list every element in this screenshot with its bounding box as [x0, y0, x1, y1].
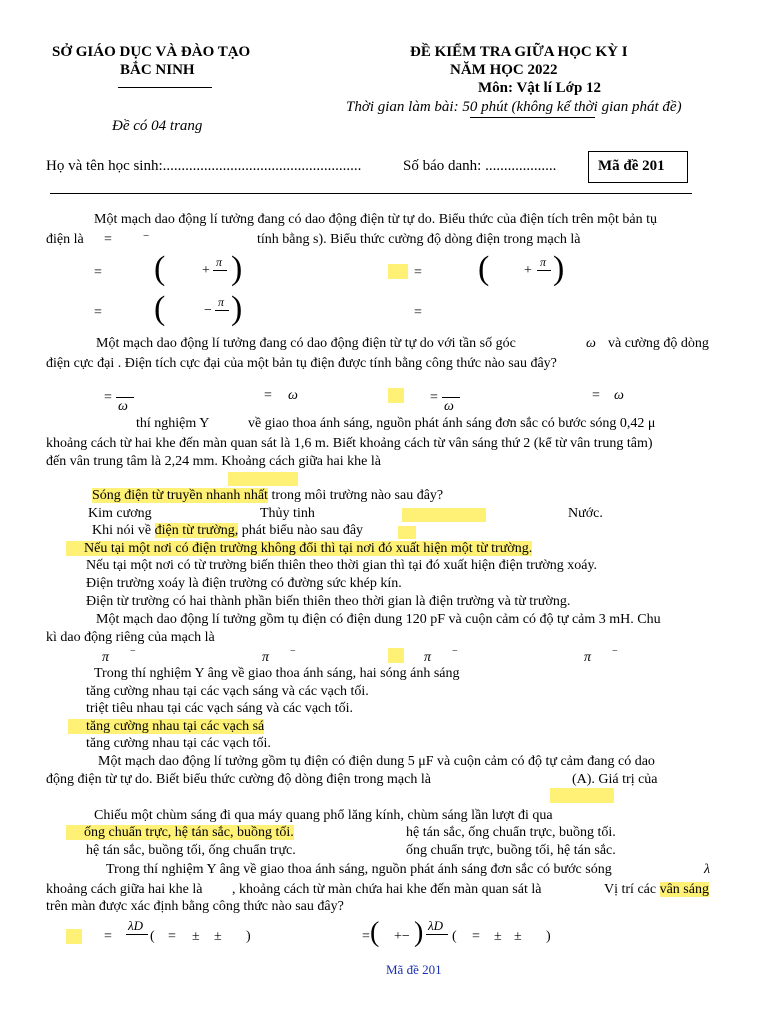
header-separator — [50, 193, 692, 194]
q7-option-d: tăng cường nhau tại các vạch tối. — [86, 736, 271, 751]
q2-answer-marker — [388, 388, 404, 403]
q3-line1-end: về giao thoa ánh sáng, nguồn phát ánh sáng đơn sắc có bước sóng 0,42 μ — [248, 416, 656, 431]
q1-option-b-pi: π — [540, 255, 547, 269]
q1-option-b-fracbar — [537, 270, 551, 271]
q2-option-d-eq: = — [592, 388, 600, 403]
q5-option-a — [66, 541, 532, 557]
q5-stem-start: Khi nói về — [92, 523, 152, 538]
student-name-field: Họ và tên học sinh:..................................................... — [46, 158, 362, 174]
q10-line2-end-text: Vị trí các — [604, 882, 657, 897]
q6-option-d-exp: − — [612, 646, 618, 657]
q10-option-b-lparen2: ( — [452, 929, 457, 944]
q1-option-a-rparen: ) — [231, 250, 243, 287]
q6-option-a-pi: π — [102, 650, 110, 665]
q10-option-a-pm2: ± — [214, 929, 222, 944]
q6-option-c-pi: π — [424, 650, 432, 665]
q9-option-a-text: ống chuẩn trực, hệ tán sắc, buồng tối. — [66, 825, 294, 840]
q10-option-b-fracbar — [426, 934, 448, 935]
q6-answer-marker — [388, 648, 404, 663]
q10-option-b-pm1: ± — [494, 929, 502, 944]
q1-option-c-rparen: ) — [231, 290, 243, 327]
q4-stem-highlight: Sóng điện từ truyền nhanh nhất — [92, 488, 268, 503]
exam-title: ĐỀ KIỂM TRA GIỮA HỌC KỲ I — [410, 44, 628, 60]
q10-line2-start: khoảng cách giữa hai khe là — [46, 882, 203, 897]
q1-option-b-eq: = — [414, 265, 422, 280]
q2-line1-end: và cường độ dòng — [608, 336, 709, 351]
q10-option-b-lparen: ( — [370, 917, 380, 948]
q1-line2-end: tính bằng s). Biểu thức cường độ dòng điện trong mạch là — [257, 232, 581, 247]
q7-option-c — [68, 719, 264, 735]
q2-line1: Một mạch dao động lí tưởng đang có dao động điện từ tự do với tần số góc — [96, 336, 516, 351]
q1-option-b-lparen: ( — [478, 250, 490, 287]
q1-eq: = — [104, 232, 112, 247]
pages-note: Đề có 04 trang — [112, 118, 203, 134]
q8-answer-marker — [550, 788, 614, 803]
q4-answer-marker — [402, 508, 486, 522]
q6-option-d-pi: π — [584, 650, 592, 665]
q1-line2-start: điện là — [46, 232, 84, 247]
q10-line1: Trong thí nghiệm Y âng về giao thoa ánh sáng, nguồn phát ánh sáng đơn sắc có bước sóng — [106, 862, 612, 877]
q9-stem: Chiếu một chùm sáng đi qua máy quang phổ lăng kính, chùm sáng lần lượt đi qua — [94, 808, 553, 823]
province-name: BẮC NINH — [120, 62, 195, 78]
footer-exam-code: Mã đề 201 — [386, 962, 442, 977]
q6-line1: Một mạch dao động lí tưởng gồm tụ điện có điện dung 120 pF và cuộn cảm có độ tự cảm 3 mH. Chu — [96, 612, 661, 627]
q5-stem-end: phát biểu nào sau đây — [241, 523, 364, 538]
q8-line1: Một mạch dao động lí tưởng gồm tụ điện có điện dung 5 μF và cuộn cảm có độ tự cảm đang có dao — [98, 754, 655, 769]
q5-stem — [92, 523, 363, 539]
q1-option-a-lparen: ( — [154, 250, 166, 287]
q1-line1: Một mạch dao động lí tưởng đang có dao động điện từ tự do. Biểu thức của điện tích trên một bản tụ — [94, 212, 658, 227]
time-limit-value: : 50 phút (không kể thời gian phát đề) — [453, 99, 682, 115]
department-name: SỞ GIÁO DỤC VÀ ĐÀO TẠO — [52, 44, 251, 60]
q2-option-d-omega: ω — [614, 388, 624, 403]
q7-option-a: tăng cường nhau tại các vạch sáng và các vạch tối. — [86, 684, 369, 699]
q6-option-a-exp: − — [130, 646, 136, 657]
q10-option-b-eq2: = — [472, 929, 480, 944]
q1-option-c-fracbar — [215, 310, 229, 311]
q6-option-c-exp: − — [452, 646, 458, 657]
q1-option-a-pi: π — [216, 255, 223, 269]
q5-option-c: Điện trường xoáy là điện trường có đường sức khép kín. — [86, 576, 402, 591]
q10-option-b-pm2: ± — [514, 929, 522, 944]
q5-answer-marker — [398, 526, 416, 539]
exam-code: Mã đề 201 — [598, 158, 665, 174]
q10-option-a-lambda-d: λD — [128, 918, 144, 933]
q1-option-b-rparen: ) — [553, 250, 565, 287]
q9-option-d: ống chuẩn trực, buồng tối, hệ tán sắc. — [406, 843, 616, 858]
q5-option-d: Điện từ trường có hai thành phần biến thiên theo thời gian là điện trường và từ trường. — [86, 594, 571, 609]
time-limit — [346, 99, 682, 115]
q10-option-b-rparen: ) — [414, 917, 424, 948]
q1-option-c-lparen: ( — [154, 290, 166, 327]
q2-option-c-eq: = — [430, 390, 438, 405]
q10-option-b-eq: = — [362, 929, 370, 944]
time-limit-prefix: Thời gian làm bài — [346, 99, 454, 115]
q3-line3: đến vân trung tâm là 2,24 mm. Khoảng cách giữa hai khe là — [46, 454, 381, 469]
q8-line2-start: động điện từ tự do. Biết biểu thức cường độ dòng điện trong mạch là — [46, 772, 431, 787]
q10-option-a-pm1: ± — [192, 929, 200, 944]
q4-option-a: Kim cương — [88, 506, 152, 521]
q2-option-a-fracbar — [116, 397, 134, 398]
q1-option-b-plus: + — [524, 263, 532, 278]
q1-option-c-pi: π — [218, 295, 225, 309]
q3-line2: khoảng cách từ hai khe đến màn quan sát là 1,6 m. Biết khoảng cách từ vân sáng thứ 2 (kể từ vân trung tâm) — [46, 436, 653, 451]
header-underline — [118, 87, 212, 88]
q3-answer-marker — [228, 472, 298, 486]
q2-option-b-omega: ω — [288, 388, 298, 403]
q2-option-c-omega: ω — [444, 399, 454, 414]
q1-option-a-fracbar — [213, 270, 227, 271]
q10-option-a-eq2: = — [168, 929, 176, 944]
q1-option-a-eq: = — [94, 265, 102, 280]
q10-option-b-plusminus: +− — [394, 929, 410, 944]
q4-option-d: Nước. — [568, 506, 603, 521]
subject-line: Môn: Vật lí Lớp 12 — [478, 80, 602, 96]
q10-option-a-eq: = — [104, 929, 112, 944]
q10-option-a-lparen: ( — [150, 929, 155, 944]
q5-option-a-text: Nếu tại một nơi có điện trường không đổi thì tại nơi đó xuất hiện một từ trường. — [66, 541, 532, 556]
q2-option-a-omega: ω — [118, 399, 128, 414]
school-year: NĂM HỌC 2022 — [450, 62, 558, 78]
q10-line2-highlight: vân sáng — [659, 882, 709, 897]
q10-line2-mid: , khoảng cách từ màn chứa hai khe đến màn quan sát là — [232, 882, 542, 897]
q10-option-a-rparen: ) — [246, 929, 251, 944]
q2-option-b-eq: = — [264, 388, 272, 403]
q9-option-b: hệ tán sắc, ống chuẩn trực, buồng tối. — [406, 825, 616, 840]
q1-option-c-eq: = — [94, 305, 102, 320]
q7-option-b: triệt tiêu nhau tại các vạch sáng và các vạch tối. — [86, 701, 354, 716]
q5-option-b: Nếu tại một nơi có từ trường biến thiên theo thời gian thì tại đó xuất hiện điện trường xoáy. — [86, 558, 598, 573]
q4-stem — [92, 488, 443, 504]
time-underline — [470, 117, 595, 118]
q2-option-a-eq: = — [104, 390, 112, 405]
q1-answer-marker — [388, 264, 408, 279]
q4-stem-rest: trong môi trường nào sau đây? — [271, 488, 444, 503]
q2-omega: ω — [586, 336, 596, 351]
q10-answer-marker — [66, 929, 82, 944]
student-id-field: Số báo danh: ................... — [403, 158, 557, 174]
q2-option-c-fracbar — [442, 397, 460, 398]
q4-option-b: Thủy tinh — [260, 506, 315, 521]
q9-option-a — [66, 825, 294, 841]
q10-line2-end — [604, 882, 709, 898]
q3-line1-start: thí nghiệm Y — [136, 416, 210, 431]
q8-line2-end: (A). Giá trị của — [572, 772, 658, 787]
q1-option-a-plus: + — [202, 263, 210, 278]
q2-line2: điện cực đại . Điện tích cực đại của một bản tụ điện được tính bằng công thức nào sau đây? — [46, 356, 557, 371]
q10-option-b-rparen2: ) — [546, 929, 551, 944]
q6-line2: kì dao động riêng của mạch là — [46, 630, 215, 645]
q1-minus: − — [143, 230, 150, 242]
q10-option-b-lambda-d: λD — [428, 918, 444, 933]
q10-line3: trên màn được xác định bằng công thức nào sau đây? — [46, 899, 344, 914]
q7-option-c-text: tăng cường nhau tại các vạch sá — [68, 719, 264, 734]
q6-option-b-exp: − — [290, 646, 296, 657]
q10-lambda: λ — [704, 862, 711, 877]
q1-option-c-minus: − — [204, 303, 212, 318]
q9-option-c: hệ tán sắc, buồng tối, ống chuẩn trực. — [86, 843, 296, 858]
q5-stem-highlight: điện từ trường, — [154, 523, 239, 538]
q10-option-a-fracbar — [126, 934, 148, 935]
q1-option-d-eq: = — [414, 305, 422, 320]
q6-option-b-pi: π — [262, 650, 270, 665]
q7-stem: Trong thí nghiệm Y âng về giao thoa ánh sáng, hai sóng ánh sáng — [94, 666, 460, 681]
